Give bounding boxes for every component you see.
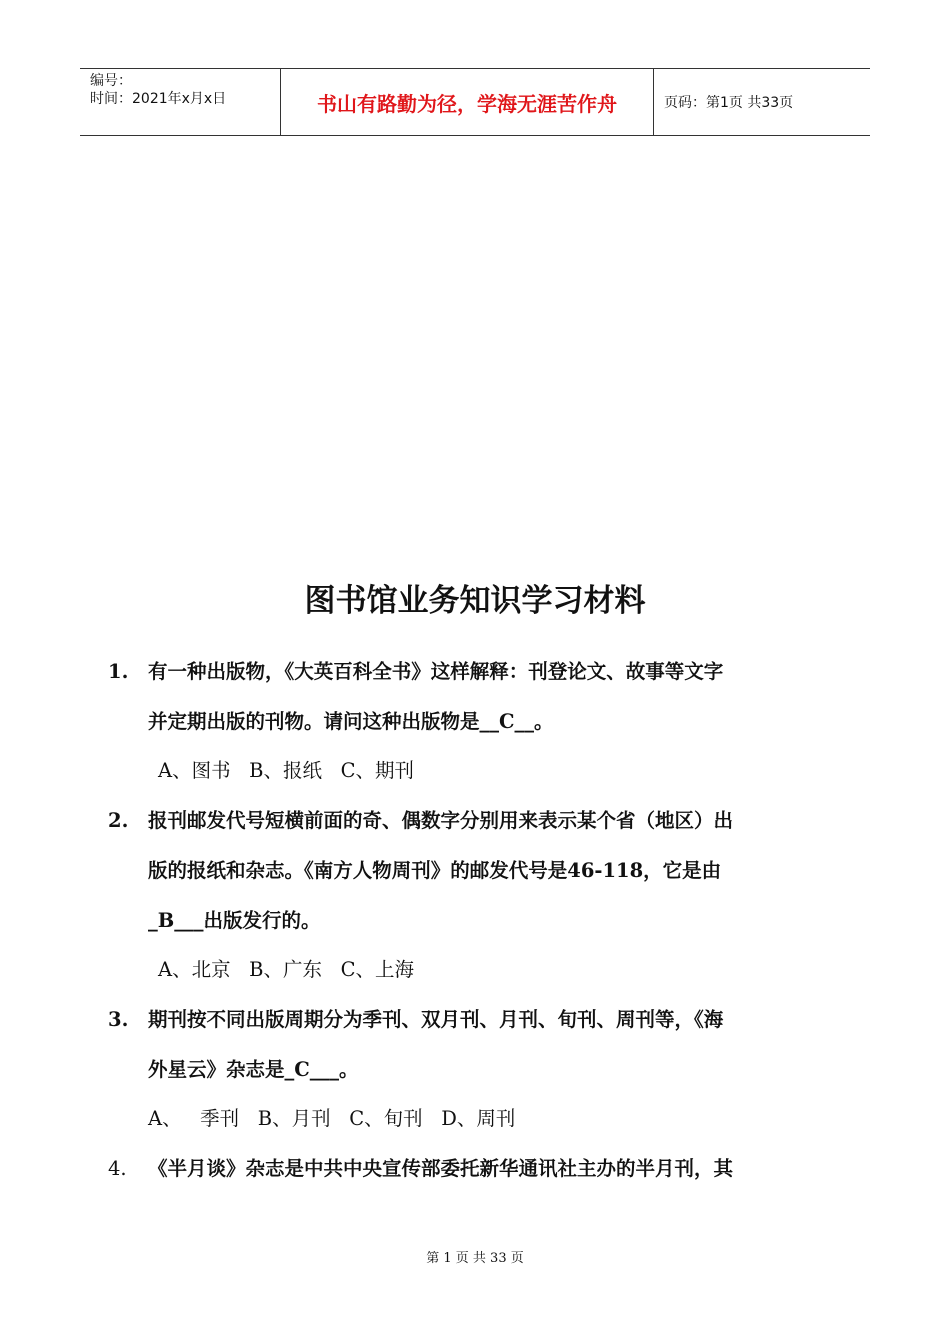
header-code: 编号： bbox=[90, 73, 132, 89]
question-line: 有一种出版物，《大英百科全书》这样解释：刊登论文、故事等文字 bbox=[148, 660, 724, 683]
question-1 bbox=[108, 647, 848, 747]
header-meta bbox=[80, 69, 281, 135]
question-text bbox=[148, 995, 848, 1095]
question-line: 《半月谈》杂志是中共中央宣传部委托新华通讯社主办的半月刊，其 bbox=[148, 1157, 734, 1180]
question-3 bbox=[108, 995, 848, 1095]
header-date: 时间：2021年x月x日 bbox=[90, 91, 227, 107]
question-text bbox=[148, 647, 848, 747]
header-motto: 书山有路勤为径，学海无涯苦作舟 bbox=[281, 69, 654, 135]
question-line: 并定期出版的刊物。请问这种出版物是__C__。 bbox=[148, 710, 554, 733]
question-text bbox=[148, 796, 848, 946]
question-line: 报刊邮发代号短横前面的奇、偶数字分别用来表示某个省（地区）出 bbox=[148, 809, 734, 832]
question-number: 4. bbox=[108, 1157, 127, 1180]
question-4 bbox=[108, 1144, 848, 1194]
document-title: 图书馆业务知识学习材料 bbox=[304, 583, 646, 619]
question-line: 外星云》杂志是_C___。 bbox=[148, 1058, 359, 1081]
question-number: 3. bbox=[108, 1008, 129, 1031]
question-line: 期刊按不同出版周期分为季刊、双月刊、月刊、旬刊、周刊等，《海 bbox=[148, 1008, 724, 1031]
header-page-number: 页码：第1页 共33页 bbox=[664, 95, 794, 111]
question-2 bbox=[108, 796, 848, 946]
page-header bbox=[80, 68, 870, 136]
question-2-options: A、北京 B、广东 C、上海 bbox=[158, 958, 415, 981]
question-line: _B___出版发行的。 bbox=[148, 909, 321, 932]
question-number: 2. bbox=[108, 809, 129, 832]
question-text bbox=[148, 1144, 848, 1194]
question-line: 版的报纸和杂志。《南方人物周刊》的邮发代号是46-118，它是由 bbox=[148, 859, 722, 882]
question-number: 1. bbox=[108, 660, 129, 683]
question-3-options: A、 季刊 B、月刊 C、旬刊 D、周刊 bbox=[148, 1107, 516, 1130]
page-footer: 第 1 页 共 33 页 bbox=[426, 1251, 524, 1266]
question-1-options: A、图书 B、报纸 C、期刊 bbox=[158, 759, 415, 782]
